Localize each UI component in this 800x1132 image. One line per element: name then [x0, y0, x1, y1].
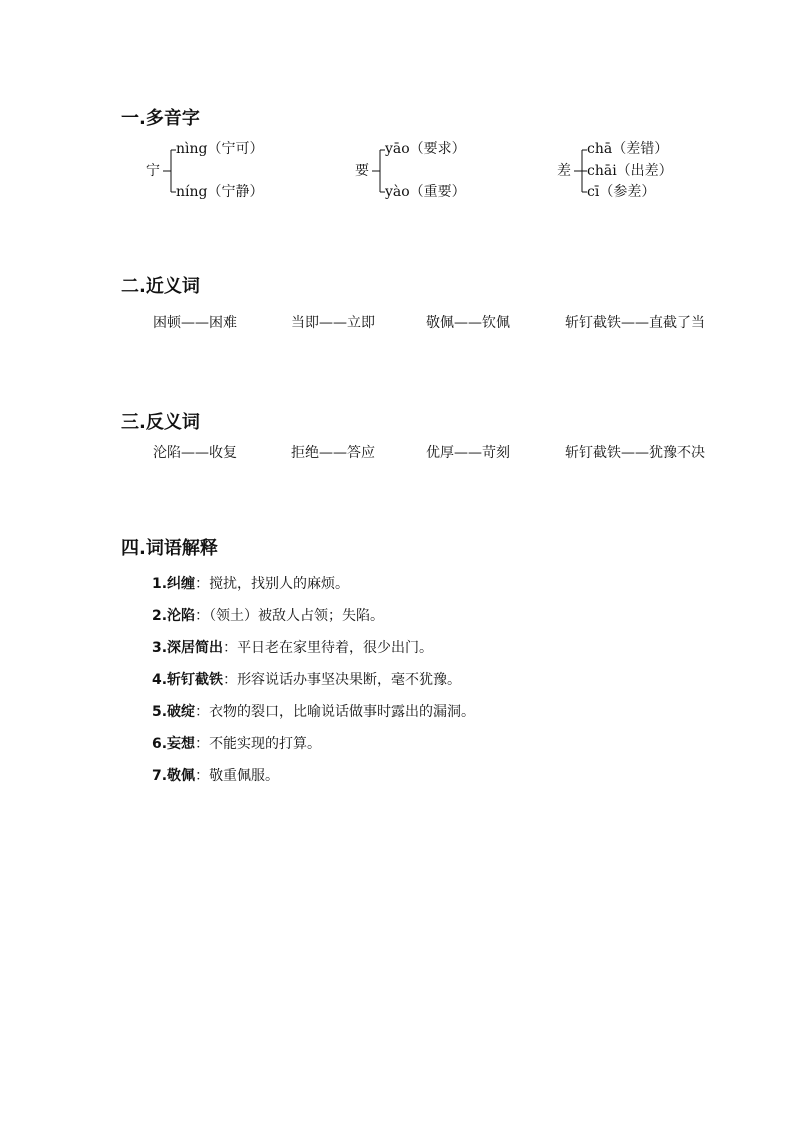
polyphonic-char: 差: [557, 163, 571, 179]
definition-separator: ：: [195, 736, 210, 752]
antonym-pair: 优厚——苛刻: [426, 445, 510, 461]
definition-text: 形容说话办事坚决果断，毫不犹豫。: [237, 672, 462, 688]
definition-term: 5.破绽: [152, 704, 196, 720]
polyphonic-char: 要: [355, 163, 369, 179]
definition-term: 6.妄想: [152, 736, 196, 752]
antonym-pair: 沦陷——收复: [153, 445, 237, 461]
definition-separator: ：: [223, 640, 238, 656]
section-heading-definitions: 四.词语解释: [121, 538, 218, 559]
definition-separator: ：: [195, 608, 210, 624]
definition-separator: ：: [223, 672, 238, 688]
polyphonic-char: 宁: [146, 163, 160, 179]
definition-item: [152, 639, 433, 657]
definition-text: 平日老在家里待着，很少出门。: [237, 640, 434, 656]
definition-text: （领土）被敌人占领；失陷。: [209, 608, 385, 624]
definition-text: 敬重佩服。: [209, 768, 280, 784]
synonym-pair: 敬佩——钦佩: [426, 315, 510, 331]
polyphonic-item: [146, 140, 326, 202]
definition-item: [152, 607, 384, 625]
definition-separator: ：: [195, 576, 210, 592]
definition-term: 7.敬佩: [152, 768, 196, 784]
polyphonic-reading: yào（重要）: [385, 184, 466, 200]
polyphonic-item: [355, 140, 535, 202]
polyphonic-reading: níng（宁静）: [176, 184, 264, 200]
antonym-pair: 斩钉截铁——犹豫不决: [565, 445, 705, 461]
definition-separator: ：: [195, 704, 210, 720]
definition-item: [152, 575, 349, 593]
definition-text: 搅扰，找别人的麻烦。: [209, 576, 350, 592]
definition-term: 3.深居简出: [152, 640, 224, 656]
section-heading-synonyms: 二.近义词: [121, 276, 200, 297]
polyphonic-item: [557, 140, 737, 202]
definition-term: 4.斩钉截铁: [152, 672, 224, 688]
definition-text: 衣物的裂口，比喻说话做事时露出的漏洞。: [209, 704, 476, 720]
definition-term: 1.纠缠: [152, 576, 196, 592]
section-heading-polyphonic: 一.多音字: [121, 108, 200, 129]
polyphonic-reading: nìng（宁可）: [176, 141, 264, 157]
polyphonic-reading: chā（差错）: [587, 141, 669, 157]
definition-term: 2.沦陷: [152, 608, 196, 624]
definition-separator: ：: [195, 768, 210, 784]
definition-item: [152, 703, 475, 721]
synonym-pair: 困顿——困难: [153, 315, 237, 331]
antonym-pair: 拒绝——答应: [291, 445, 375, 461]
synonym-pair: 当即——立即: [291, 315, 375, 331]
polyphonic-reading: yāo（要求）: [385, 141, 466, 157]
polyphonic-reading: cī（参差）: [587, 184, 656, 200]
synonym-pair: 斩钉截铁——直截了当: [565, 315, 705, 331]
definition-item: [152, 767, 279, 785]
definition-item: [152, 671, 461, 689]
definition-item: [152, 735, 321, 753]
section-heading-antonyms: 三.反义词: [121, 412, 200, 433]
definition-text: 不能实现的打算。: [209, 736, 322, 752]
polyphonic-reading: chāi（出差）: [587, 163, 673, 179]
